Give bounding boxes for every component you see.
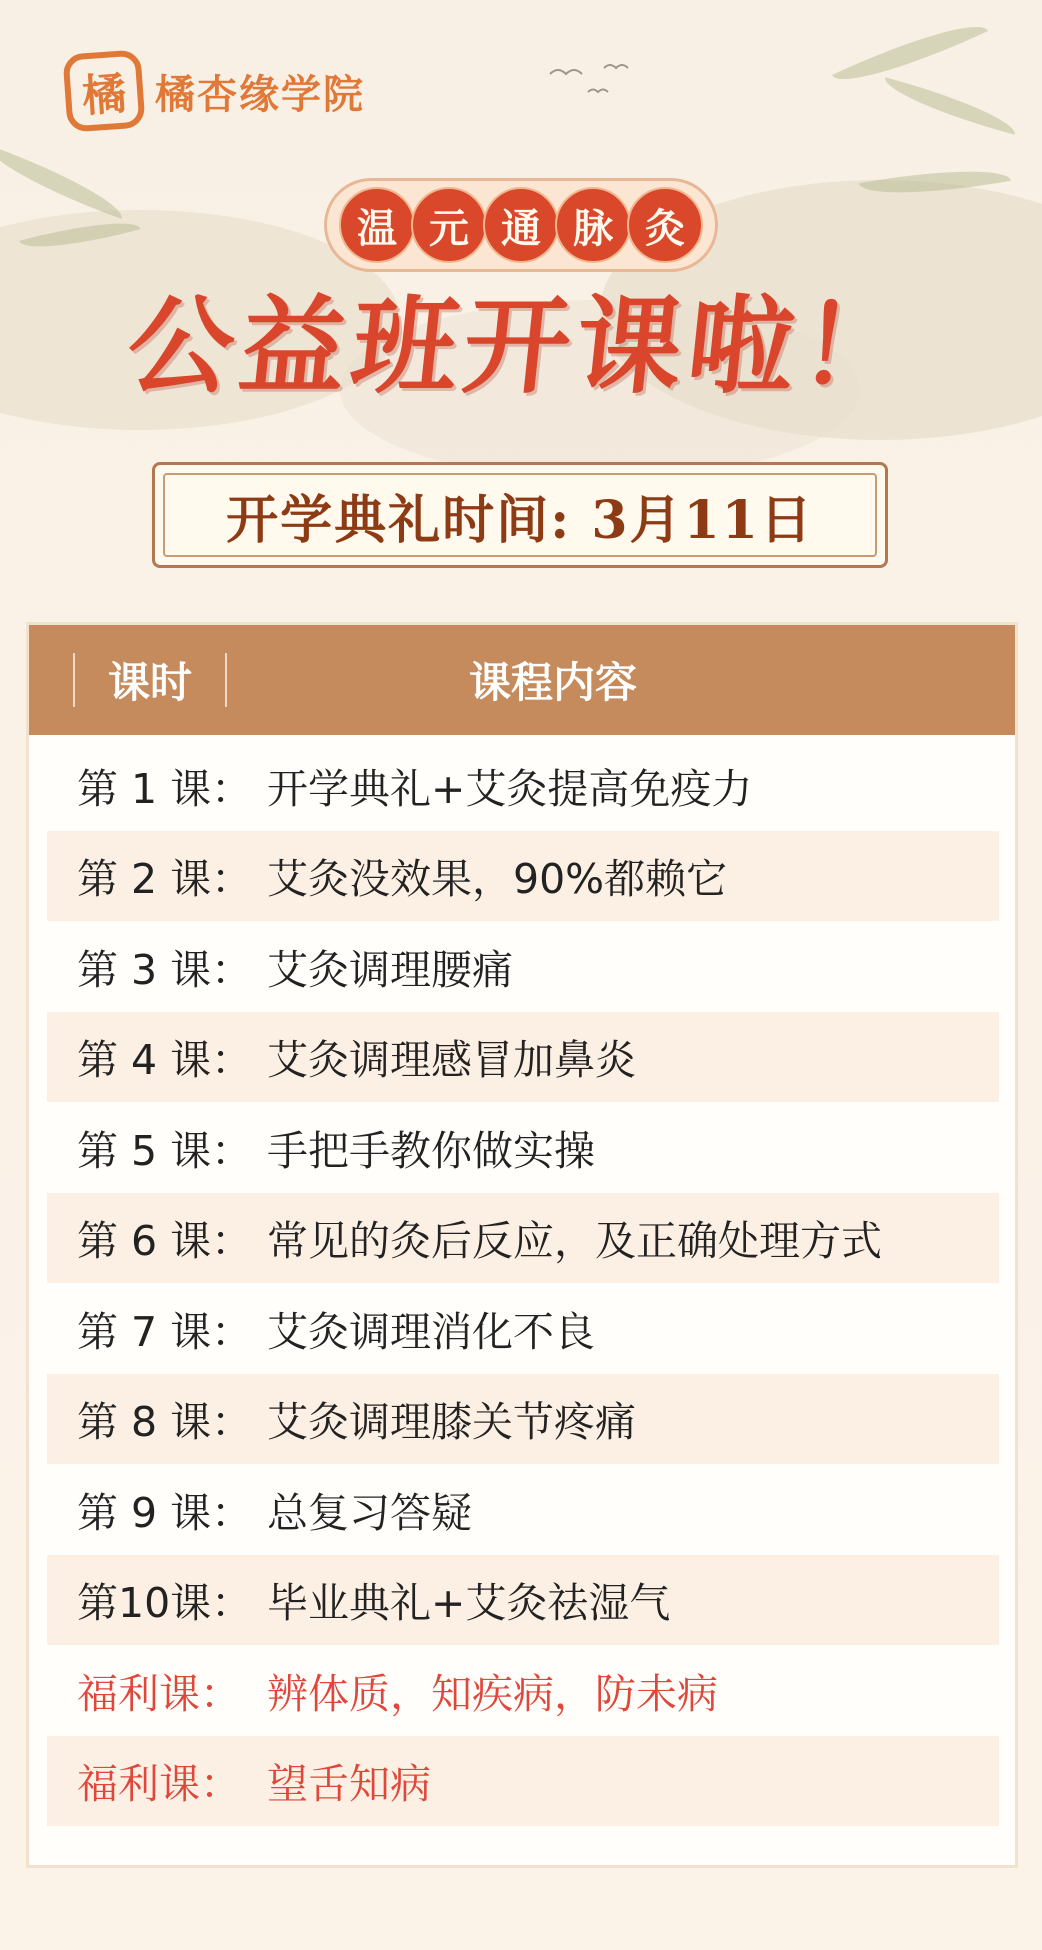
lesson-label: 第 8 课： (77, 1398, 253, 1447)
lesson-content: 艾灸没效果，90%都赖它 (267, 855, 728, 904)
lesson-content: 艾灸调理膝关节疼痛 (267, 1398, 636, 1447)
lesson-label: 第10课： (77, 1579, 253, 1628)
lesson-content: 艾灸调理消化不良 (267, 1307, 595, 1356)
pill-char: 灸 (627, 187, 703, 263)
table-row (47, 1102, 999, 1193)
lesson-label: 第 1 课： (77, 764, 253, 813)
brand-name: 橘杏缘学院 (155, 71, 365, 118)
table-row (47, 921, 999, 1012)
pill-char: 元 (411, 187, 487, 263)
bonus-label: 福利课： (77, 1669, 241, 1718)
table-row (47, 1464, 999, 1555)
lesson-label: 第 2 课： (77, 855, 253, 904)
bonus-content: 望舌知病 (267, 1760, 431, 1809)
pill-char: 温 (339, 187, 415, 263)
table-body (47, 740, 999, 1826)
header-lesson: 课时 (73, 653, 227, 707)
table-row (47, 740, 999, 831)
table-row (47, 1193, 999, 1284)
table-row (47, 1374, 999, 1465)
lesson-label: 第 4 课： (77, 1036, 253, 1085)
bonus-row (47, 1736, 999, 1827)
lesson-label: 第 5 课： (77, 1126, 253, 1175)
table-row (47, 1283, 999, 1374)
lesson-content: 总复习答疑 (267, 1488, 472, 1537)
lesson-label: 第 3 课： (77, 945, 253, 994)
lesson-label: 第 7 课： (77, 1307, 253, 1356)
lesson-content: 手把手教你做实操 (267, 1126, 595, 1175)
bonus-row (47, 1645, 999, 1736)
brand-logo (65, 52, 365, 130)
pill-char: 通 (483, 187, 559, 263)
lesson-content: 艾灸调理腰痛 (267, 945, 513, 994)
bamboo-leaf-decoration (880, 77, 1021, 134)
header-content: 课程内容 (469, 658, 638, 707)
bonus-label: 福利课： (77, 1760, 241, 1809)
table-row (47, 1555, 999, 1646)
lesson-label: 第 9 课： (77, 1488, 253, 1537)
course-name-pill (0, 178, 1042, 272)
pill-char: 脉 (555, 187, 631, 263)
pill-container (324, 178, 718, 272)
schedule-table (26, 622, 1018, 1868)
lesson-label: 第 6 课： (77, 1217, 253, 1266)
headline: 公益班开课啦！ (121, 283, 919, 408)
date-banner (152, 462, 888, 568)
lesson-content: 开学典礼+艾灸提高免疫力 (267, 764, 753, 813)
lesson-content: 常见的灸后反应，及正确处理方式 (267, 1217, 882, 1266)
bonus-content: 辨体质，知疾病，防未病 (267, 1669, 718, 1718)
opening-date: 开学典礼时间: 3月11日 (226, 489, 814, 551)
lesson-content: 毕业典礼+艾灸祛湿气 (267, 1579, 671, 1628)
birds-decoration (548, 62, 638, 107)
lesson-content: 艾灸调理感冒加鼻炎 (267, 1036, 636, 1085)
table-header (29, 625, 1015, 735)
brand-seal-icon: 橘 (62, 49, 145, 132)
table-row (47, 1012, 999, 1103)
table-row (47, 831, 999, 922)
